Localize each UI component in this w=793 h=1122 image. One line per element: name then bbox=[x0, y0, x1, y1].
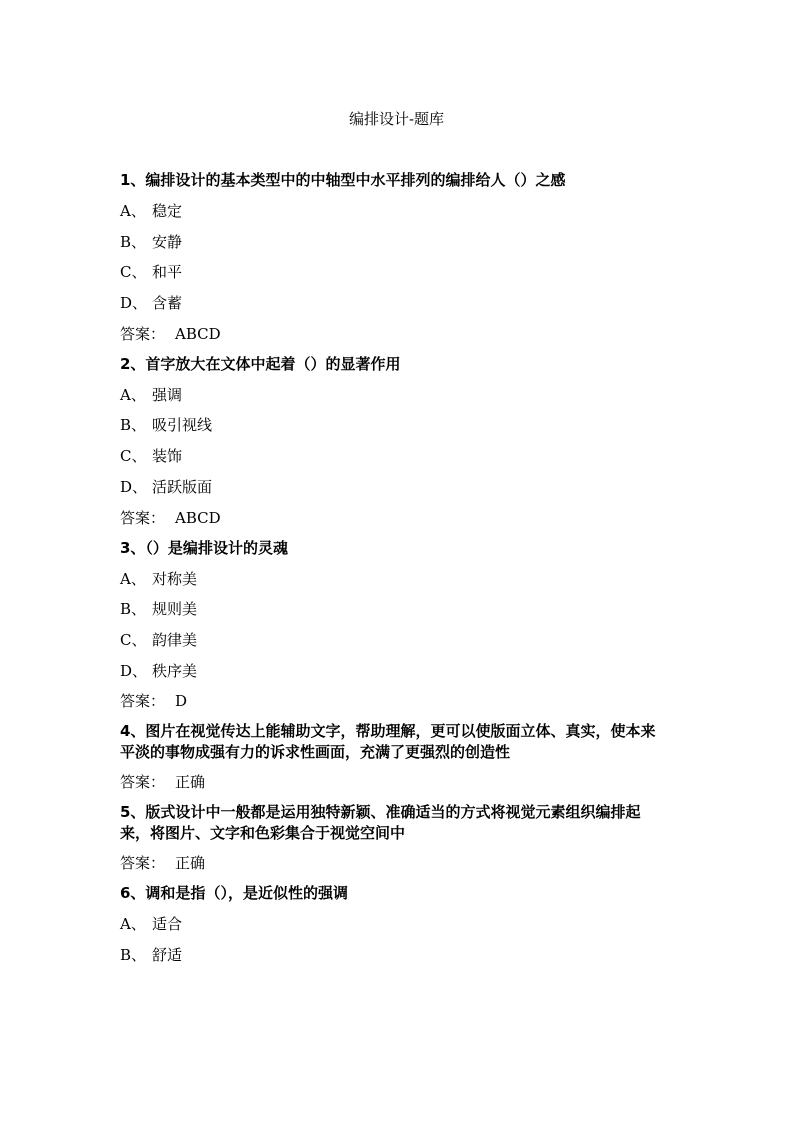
option-text: 含蓄 bbox=[152, 294, 183, 313]
question-3 bbox=[120, 538, 665, 713]
question-list bbox=[120, 170, 665, 976]
answer-line bbox=[120, 691, 665, 712]
option-a bbox=[120, 569, 665, 590]
answer-line bbox=[120, 508, 665, 529]
option-text: 稳定 bbox=[152, 202, 183, 220]
answer-value: ABCD bbox=[175, 324, 221, 343]
option-mark: D、 bbox=[120, 294, 148, 313]
document-title: 编排设计-题库 bbox=[348, 110, 445, 128]
option-d bbox=[120, 661, 665, 682]
option-mark: D、 bbox=[120, 661, 148, 680]
question-stem: 2、首字放大在文体中起着（）的显著作用 bbox=[120, 354, 401, 373]
question-stem: 5、版式设计中一般都是运用独特新颖、准确适当的方式将视觉元素组织编排起来，将图片、文字和色彩集合于视觉空间中 bbox=[120, 803, 641, 843]
option-mark: A、 bbox=[120, 202, 146, 220]
option-mark: B、 bbox=[120, 945, 147, 964]
answer-label: 答案： bbox=[120, 773, 166, 792]
option-c bbox=[120, 446, 665, 467]
option-text: 和平 bbox=[152, 263, 183, 282]
answer-value: D bbox=[175, 692, 188, 711]
option-text: 强调 bbox=[152, 385, 183, 404]
answer-value: ABCD bbox=[175, 508, 221, 527]
answer-label: 答案： bbox=[120, 508, 166, 527]
question-4 bbox=[120, 721, 665, 793]
option-text: 吸引视线 bbox=[152, 416, 213, 435]
question-stem: 1、编排设计的基本类型中的中轴型中水平排列的编排给人（）之感 bbox=[120, 171, 566, 189]
answer-value: 正确 bbox=[175, 773, 206, 792]
answer-line bbox=[120, 324, 665, 345]
option-text: 韵律美 bbox=[152, 630, 198, 649]
answer-value: 正确 bbox=[175, 854, 206, 873]
option-c bbox=[120, 630, 665, 651]
option-text: 规则美 bbox=[152, 600, 198, 619]
option-text: 舒适 bbox=[152, 945, 183, 964]
question-stem: 3、（）是编排设计的灵魂 bbox=[120, 538, 288, 557]
option-b bbox=[120, 599, 665, 620]
option-mark: A、 bbox=[120, 569, 146, 588]
option-text: 活跃版面 bbox=[152, 477, 213, 496]
question-5 bbox=[120, 802, 665, 874]
option-mark: A、 bbox=[120, 385, 146, 404]
option-a bbox=[120, 385, 665, 406]
option-mark: B、 bbox=[120, 416, 147, 435]
option-text: 安静 bbox=[152, 232, 183, 251]
option-c bbox=[120, 262, 665, 283]
answer-label: 答案： bbox=[120, 324, 166, 343]
question-6 bbox=[120, 883, 665, 966]
option-text: 秩序美 bbox=[152, 661, 198, 680]
question-stem: 4、图片在视觉传达上能辅助文字，帮助理解，更可以使版面立体、真实，使本来平淡的事物成强有力的诉求性画面，充满了更强烈的创造性 bbox=[120, 722, 656, 762]
option-mark: B、 bbox=[120, 600, 147, 619]
option-mark: C、 bbox=[120, 447, 147, 466]
option-mark: C、 bbox=[120, 630, 147, 649]
answer-line bbox=[120, 853, 665, 874]
answer-label: 答案： bbox=[120, 854, 166, 873]
answer-label: 答案： bbox=[120, 692, 166, 711]
option-d bbox=[120, 293, 665, 314]
option-mark: B、 bbox=[120, 232, 147, 251]
answer-line bbox=[120, 772, 665, 793]
option-text: 对称美 bbox=[152, 569, 198, 588]
question-stem: 6、调和是指（），是近似性的强调 bbox=[120, 884, 348, 903]
option-d bbox=[120, 477, 665, 498]
option-text: 适合 bbox=[152, 915, 183, 934]
option-b bbox=[120, 945, 665, 966]
option-mark: C、 bbox=[120, 263, 147, 282]
option-text: 装饰 bbox=[152, 447, 183, 466]
option-a bbox=[120, 201, 665, 222]
option-mark: D、 bbox=[120, 477, 148, 496]
option-b bbox=[120, 232, 665, 253]
option-b bbox=[120, 415, 665, 436]
question-1 bbox=[120, 170, 665, 345]
option-mark: A、 bbox=[120, 915, 146, 934]
option-a bbox=[120, 914, 665, 935]
question-2 bbox=[120, 354, 665, 529]
